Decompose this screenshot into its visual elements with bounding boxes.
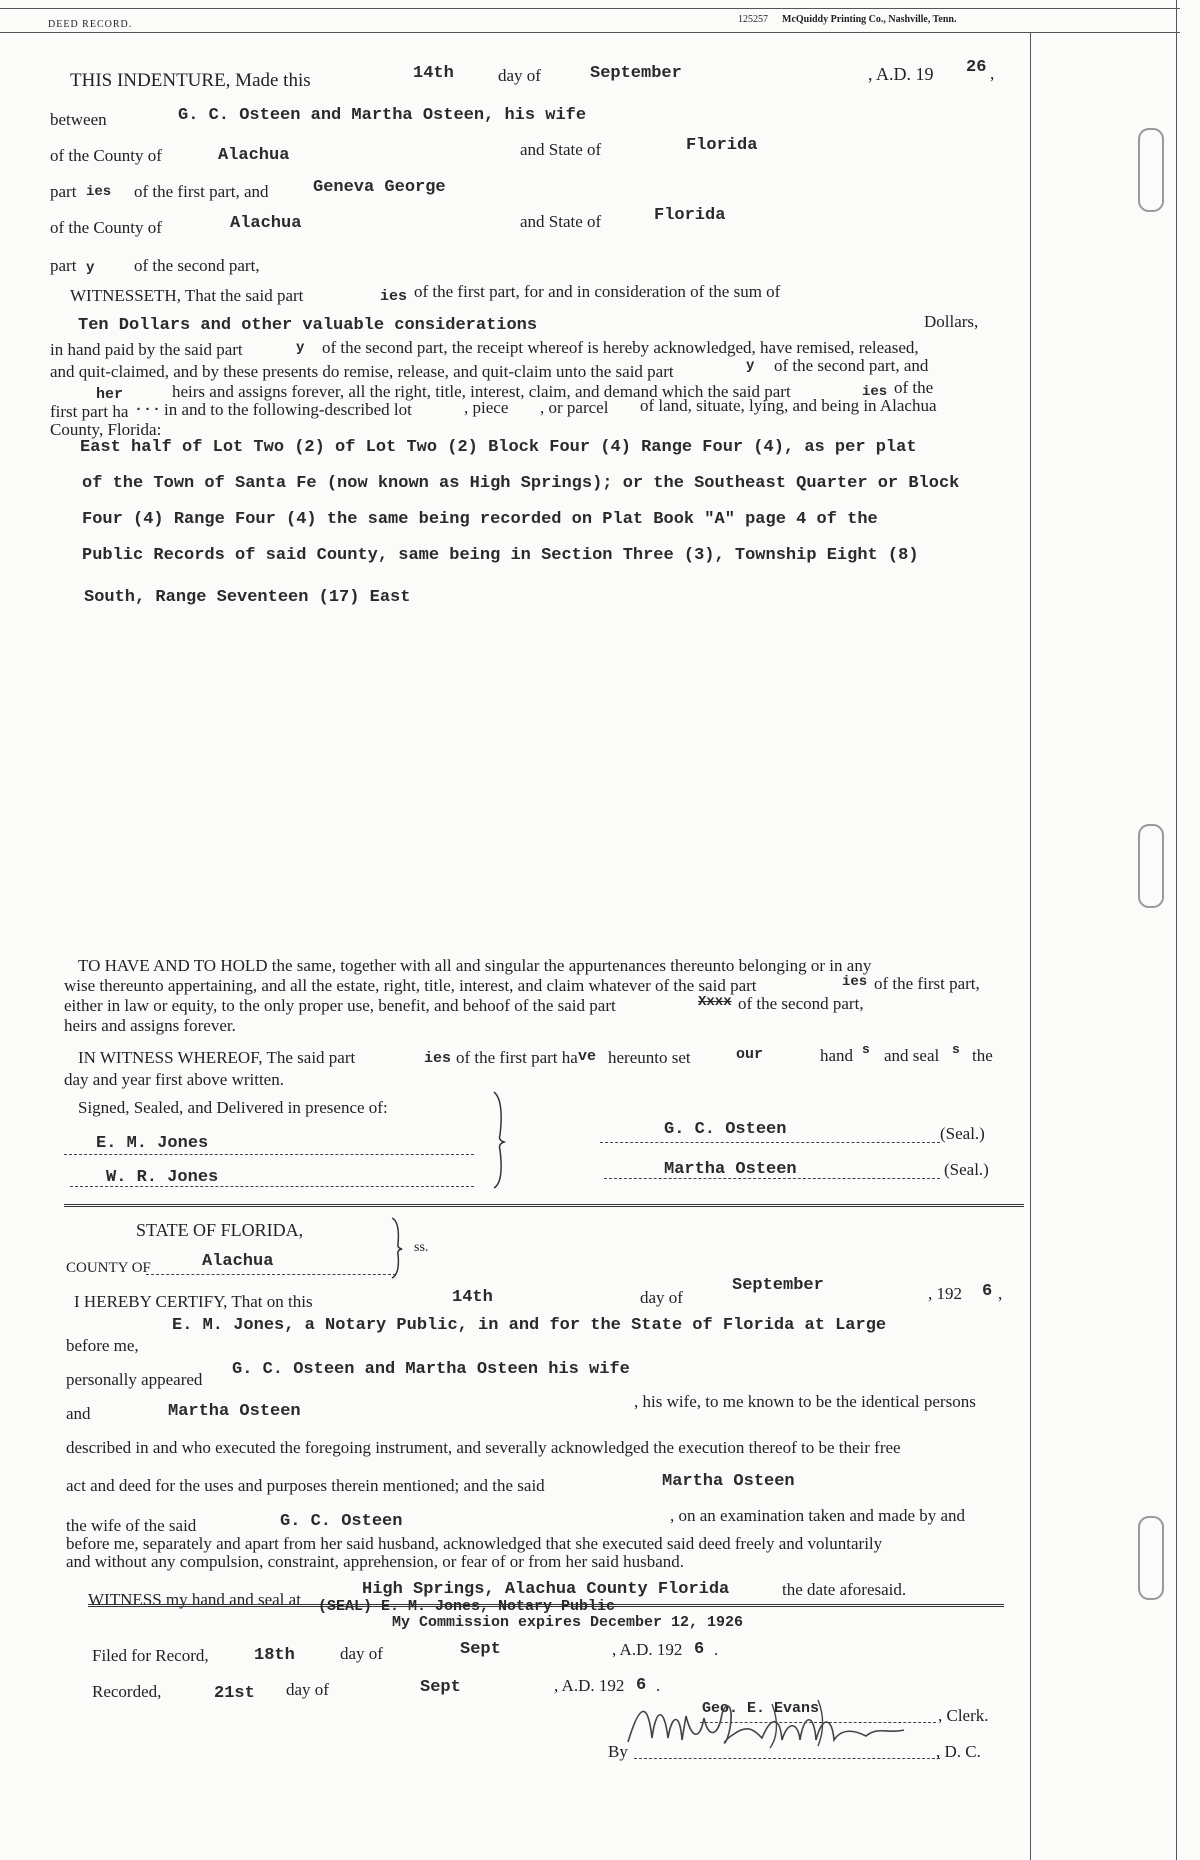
filed-ad: , A.D. 192	[612, 1640, 683, 1659]
county-label-1: of the County of	[50, 146, 162, 165]
ack-county-label: COUNTY OF	[66, 1260, 151, 1276]
witness-ies: ies	[424, 1050, 452, 1067]
indenture-year: 26	[966, 58, 987, 77]
ack-personally: personally appeared	[66, 1370, 203, 1389]
witness-ve: ve	[578, 1048, 597, 1065]
consideration-line-5a: first part ha	[50, 402, 129, 421]
ack-place: High Springs, Alachua County Florida	[362, 1580, 730, 1599]
consideration-parcel: , or parcel	[540, 398, 609, 417]
ack-state: STATE OF FLORIDA,	[136, 1220, 304, 1240]
habendum-ies: ies	[842, 974, 868, 990]
habendum-line-3b: of the second part,	[738, 994, 864, 1013]
consideration-line-4b: of the	[894, 378, 934, 397]
ack-wife-name: Martha Osteen	[168, 1402, 301, 1421]
habendum-line-2a: wise thereunto appertaining, and all the estate, right, title, interest, and claim whatever of the said part	[64, 976, 757, 995]
recorded-month: Sept	[420, 1678, 461, 1697]
consideration-line-6: County, Florida:	[50, 420, 162, 439]
consideration-line-3a: and quit-claimed, and by these presents do remise, release, and quit-claim unto the said part	[50, 362, 674, 381]
second-party-name: Geneva George	[313, 178, 446, 197]
consideration-piece: , piece	[464, 398, 509, 417]
header-rule-top	[0, 8, 1180, 9]
witness-text-a: IN WITNESS WHEREOF, The said part	[78, 1048, 356, 1067]
consideration-ies-2: ies	[862, 384, 888, 400]
signed-in-presence: Signed, Sealed, and Delivered in presence of:	[78, 1098, 388, 1117]
witness-the: the	[972, 1046, 993, 1065]
clerk-label: , Clerk.	[938, 1706, 989, 1725]
ack-county: Alachua	[202, 1252, 274, 1271]
indenture-ad: , A.D. 19	[868, 64, 934, 84]
witness-text-c: hereunto set	[608, 1048, 691, 1067]
consideration-her: her	[96, 386, 124, 403]
ack-day-of: day of	[640, 1288, 683, 1307]
ack-his-wife: , his wife, to me known to be the identical persons	[634, 1392, 976, 1411]
binding-hole-icon	[1138, 1516, 1164, 1600]
ack-witness-hand: WITNESS my hand and seal at	[88, 1590, 301, 1609]
filed-month: Sept	[460, 1640, 501, 1659]
description-line: East half of Lot Two (2) of Lot Two (2) Block Four (4) Range Four (4), as per plat	[80, 438, 917, 457]
witnesseth-of-first: of the first part, for and in consideration of the sum of	[414, 282, 781, 301]
seal-label-1: (Seal.)	[940, 1124, 985, 1143]
ack-county-line	[146, 1274, 396, 1275]
witnesseth-text: WITNESSETH, That the said part	[70, 286, 304, 305]
margin-rule	[1030, 32, 1031, 1860]
witness-s-1: s	[862, 1042, 870, 1057]
ack-appeared: G. C. Osteen and Martha Osteen his wife	[232, 1360, 630, 1379]
state-label-2: and State of	[520, 212, 602, 231]
first-party-names: G. C. Osteen and Martha Osteen, his wife	[178, 106, 587, 125]
indenture-day: 14th	[413, 64, 454, 83]
first-suffix: ies	[86, 184, 112, 200]
binding-hole-icon	[1138, 128, 1164, 212]
indenture-month: September	[590, 64, 682, 83]
part-label-2: part	[50, 256, 77, 275]
ack-month: September	[732, 1276, 824, 1295]
ack-year: 6	[982, 1282, 993, 1301]
description-line: of the Town of Santa Fe (now known as High Springs); or the Southeast Quarter or Block	[82, 474, 960, 493]
second-suffix: y	[86, 260, 95, 276]
consideration-sum: Ten Dollars and other valuable considerations	[78, 316, 538, 335]
seal-label-2: (Seal.)	[944, 1160, 989, 1179]
consideration-dots: ...	[134, 398, 162, 415]
recorded-label: Recorded,	[92, 1682, 162, 1701]
ack-day: 14th	[452, 1288, 493, 1307]
by-label: By	[608, 1742, 628, 1761]
consideration-line-5b: in and to the following-described lot	[164, 400, 412, 419]
habendum-line-1: TO HAVE AND TO HOLD the same, together with all and singular the appurtenances thereunto belonging or in any	[78, 956, 872, 975]
recorded-day: 21st	[214, 1684, 255, 1703]
ack-line-7a: the wife of the said	[66, 1516, 197, 1535]
county-label-2: of the County of	[50, 218, 162, 237]
consideration-line-4a: heirs and assigns forever, all the right, title, interest, claim, and demand which the said part	[172, 382, 791, 401]
state-label-1: and State of	[520, 140, 602, 159]
ack-line-7b: , on an examination taken and made by and	[670, 1506, 966, 1525]
witness-1-line	[64, 1154, 474, 1155]
consideration-line-2a: in hand paid by the said part	[50, 340, 243, 359]
description-line: Four (4) Range Four (4) the same being recorded on Plat Book "A" page 4 of the	[82, 510, 878, 529]
filed-label: Filed for Record,	[92, 1646, 209, 1665]
recorded-ad: , A.D. 192	[554, 1676, 625, 1695]
indenture-comma: ,	[990, 64, 995, 83]
recorded-year: 6	[636, 1676, 647, 1695]
county-1: Alachua	[218, 146, 290, 165]
habendum-line-2b: of the first part,	[874, 974, 980, 993]
consideration-y-1: y	[296, 340, 305, 356]
filed-day: 18th	[254, 1646, 295, 1665]
deputy-signature-icon	[622, 1694, 922, 1764]
grantor-1-name: G. C. Osteen	[664, 1120, 787, 1139]
ack-wife-name-2: Martha Osteen	[662, 1472, 795, 1491]
header-deed-record: DEED RECORD.	[48, 19, 133, 30]
header-rule-bottom	[0, 32, 1180, 33]
brace-icon	[388, 1216, 408, 1280]
recorded-period: .	[656, 1676, 661, 1695]
witness-s-2: s	[952, 1042, 960, 1057]
ack-line-9: and without any compulsion, constraint, apprehension, or fear of or from her said husband.	[66, 1552, 684, 1571]
header-printer-name: McQuiddy Printing Co., Nashville, Tenn.	[782, 14, 957, 25]
ack-certify: I HEREBY CERTIFY, That on this	[74, 1292, 313, 1311]
ack-ss: ss.	[414, 1240, 429, 1255]
between-label: between	[50, 110, 107, 129]
clerk-name: Geo. E. Evans	[702, 1700, 820, 1717]
county-2: Alachua	[230, 214, 302, 233]
witness-seal: and seal	[884, 1046, 940, 1065]
indenture-intro: THIS INDENTURE, Made this	[70, 70, 311, 91]
edge-rule	[1176, 0, 1177, 1860]
section-separator	[64, 1204, 1024, 1207]
witness-text-b: of the first part ha	[456, 1048, 578, 1067]
first-part-and: of the first part, and	[134, 182, 269, 201]
description-line: Public Records of said County, same being in Section Three (3), Township Eight (8)	[82, 546, 919, 565]
filed-day-of: day of	[340, 1644, 383, 1663]
filed-year: 6	[694, 1640, 705, 1659]
filed-period: .	[714, 1640, 719, 1659]
consideration-y-2: y	[746, 358, 755, 374]
consideration-line-5c: of land, situate, lying, and being in Alachua	[640, 396, 937, 415]
ack-date-aforesaid: the date aforesaid.	[782, 1580, 907, 1599]
ack-line-6: act and deed for the uses and purposes therein mentioned; and the said	[66, 1476, 545, 1495]
state-2: Florida	[654, 206, 726, 225]
ack-comma: ,	[998, 1284, 1003, 1303]
dc-label: , D. C.	[936, 1742, 981, 1761]
habendum-struck: Xxxx	[698, 994, 732, 1010]
witness-our: our	[736, 1046, 764, 1063]
ack-commission: My Commission expires December 12, 1926	[392, 1614, 744, 1631]
description-line: South, Range Seventeen (17) East	[84, 588, 411, 607]
consideration-line-2b: of the second part, the receipt whereof is hereby acknowledged, have remised, released,	[322, 338, 919, 357]
ack-husband: G. C. Osteen	[280, 1512, 403, 1531]
dollars-label: Dollars,	[924, 312, 979, 331]
header-printer-no: 125257	[738, 14, 768, 25]
state-1: Florida	[686, 136, 758, 155]
witness-2-name: W. R. Jones	[106, 1168, 219, 1187]
ack-before-me: before me,	[66, 1336, 139, 1355]
second-part-label: of the second part,	[134, 256, 260, 275]
part-label-1: part	[50, 182, 77, 201]
witness-line-2: day and year first above written.	[64, 1070, 284, 1089]
brace-icon	[490, 1090, 510, 1190]
consideration-line-3b: of the second part, and	[774, 356, 929, 375]
ack-year-prefix: , 192	[928, 1284, 962, 1303]
habendum-line-3a: either in law or equity, to the only proper use, benefit, and behoof of the said part	[64, 996, 616, 1015]
habendum-line-4: heirs and assigns forever.	[64, 1016, 236, 1035]
ack-line-5: described in and who executed the foregoing instrument, and severally acknowledged the execution thereof to be their free	[66, 1438, 901, 1457]
grantor-1-line	[600, 1142, 940, 1143]
binding-hole-icon	[1138, 824, 1164, 908]
ack-and: and	[66, 1404, 91, 1423]
witness-hand: hand	[820, 1046, 854, 1065]
ack-notary-line: (SEAL) E. M. Jones, Notary Public	[318, 1598, 616, 1615]
recorded-day-of: day of	[286, 1680, 329, 1699]
indenture-day-of: day of	[498, 66, 541, 85]
grantor-2-name: Martha Osteen	[664, 1160, 797, 1179]
ack-line-8: before me, separately and apart from her said husband, acknowledged that she executed said deed freely and voluntarily	[66, 1534, 883, 1553]
witnesseth-ies: ies	[380, 288, 408, 305]
witness-1-name: E. M. Jones	[96, 1134, 209, 1153]
ack-officer: E. M. Jones, a Notary Public, in and for the State of Florida at Large	[172, 1316, 887, 1335]
